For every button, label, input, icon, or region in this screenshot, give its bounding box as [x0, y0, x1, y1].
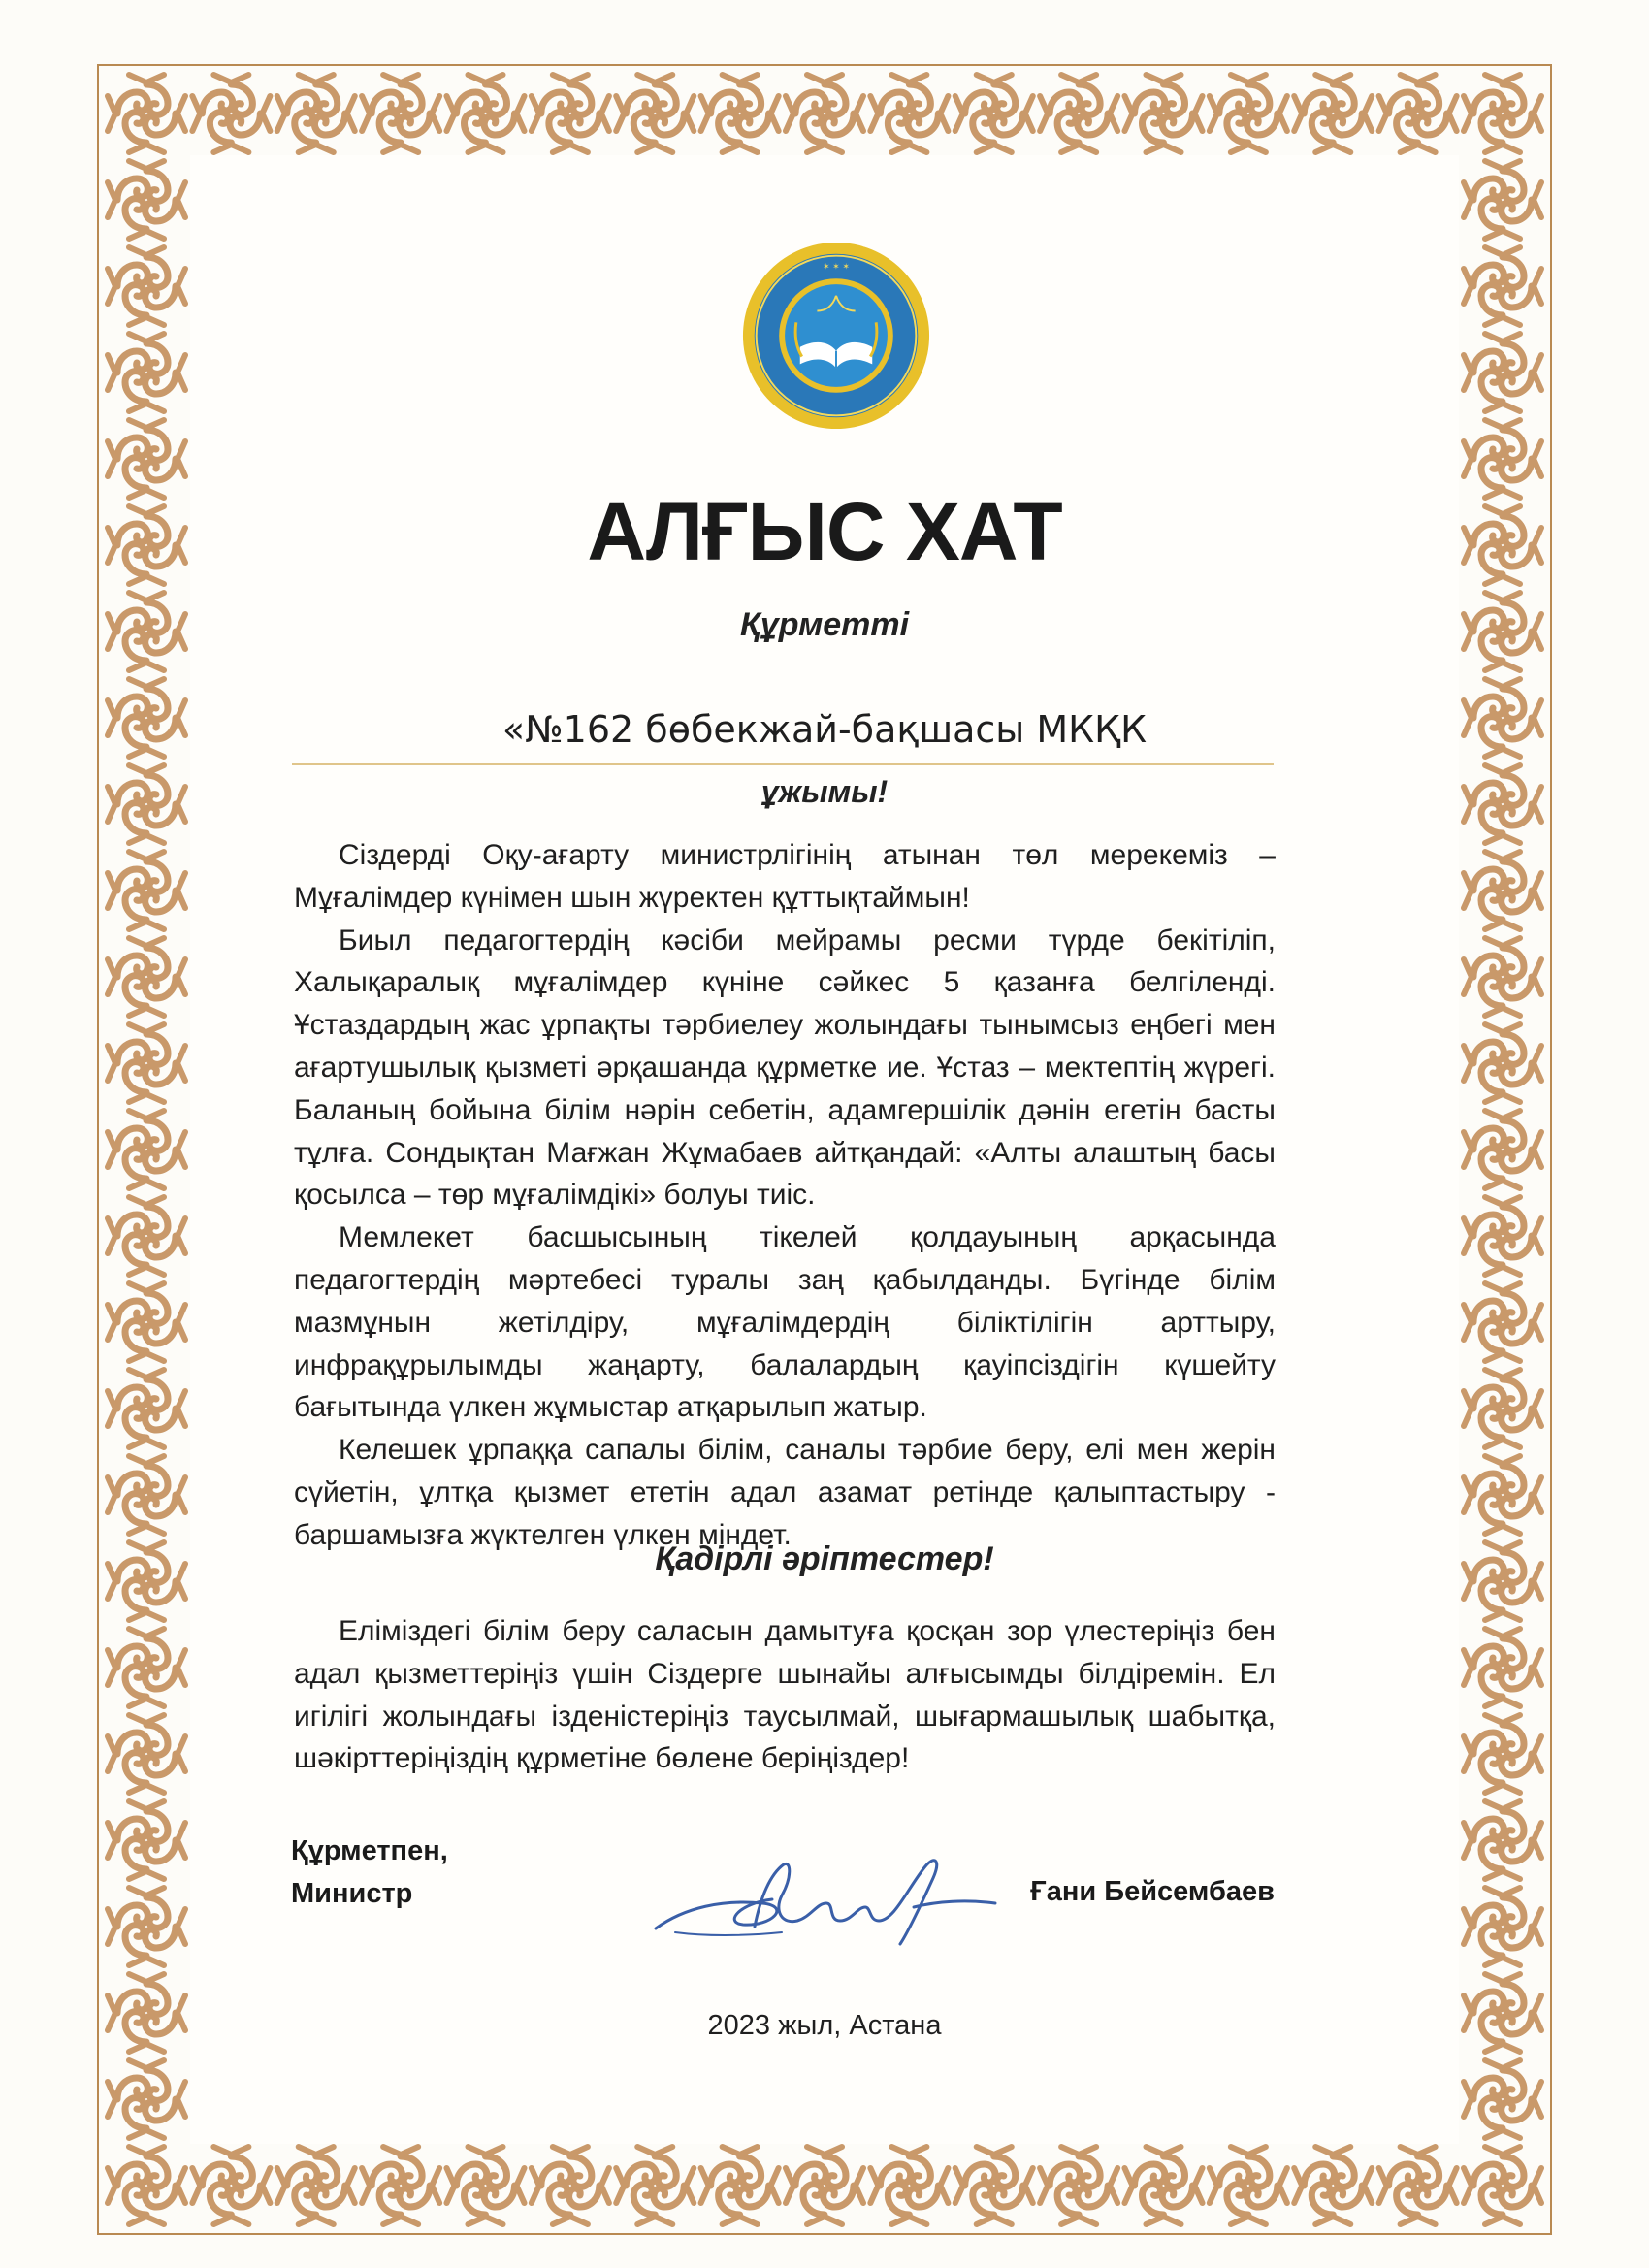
ornament-motif	[108, 247, 185, 325]
body-paragraph: Сіздерді Оқу-ағарту министрлігінің атынан төл мерекеміз – Мұғалімдер күнімен шын жүректен құттықтаймын!	[294, 839, 1276, 914]
ornament-motif	[955, 2147, 1033, 2224]
ornament-motif	[108, 334, 185, 411]
ornament-motif	[1125, 2147, 1203, 2224]
body-paragraph: Мемлекет басшысының тікелей қолдауының арқасында педагогтердің мәртебесі туралы заң қабылданды. Бүгінде білім мазмұнын жетілдіру, мұғалімдердің біліктілігін арттыру, инфрақұрылымды жаңарту, балалардың қауіпсіздігін күшейту бағытында үлкен жұмыстар атқарылып жатыр.	[294, 1221, 1276, 1424]
ornament-motif	[1464, 852, 1541, 929]
ornament-motif	[701, 75, 779, 152]
ornament-motif	[192, 75, 270, 152]
ornament-motif	[108, 765, 185, 843]
ornament-motif	[1379, 2147, 1457, 2224]
ornament-motif	[1464, 1629, 1541, 1706]
ornament-motif	[1464, 1715, 1541, 1793]
ornament-motif	[1464, 679, 1541, 757]
ornament-motif	[108, 938, 185, 1016]
ornament-motif	[108, 2060, 185, 2138]
ornament-motif	[192, 2147, 270, 2224]
ornament-motif	[1379, 75, 1457, 152]
ornament-motif	[1294, 75, 1372, 152]
body-paragraph: Еліміздегі білім беру саласын дамытуға қосқан зор үлестеріңіз бен адал қызметтеріңіз үшін Сіздерге шынайы алғысымды білдіремін. Ел игілігі жолындағы ізденістеріңіз таусылмай, шығармашылық шабытқа, шәкірттеріңіздің құрметіне бөлене беріңіздер!	[294, 1615, 1276, 1775]
ornament-motif	[1464, 1974, 1541, 2052]
ornament-motif	[108, 1456, 185, 1534]
ornament-motif	[108, 1111, 185, 1188]
ornament-motif	[1464, 334, 1541, 411]
ornament-motif	[108, 1542, 185, 1620]
ornament-motif	[1464, 1197, 1541, 1275]
ministry-emblem	[741, 241, 931, 431]
recipient-collective: ұжымы!	[760, 774, 889, 809]
ornament-motif	[1464, 1456, 1541, 1534]
signer-name: Ғани Бейсембаев	[1030, 1876, 1275, 1907]
document-title: АЛҒЫС ХАТ	[587, 486, 1062, 577]
ornament-motif	[1210, 75, 1287, 152]
ornament-motif	[532, 75, 609, 152]
ornament-motif	[1040, 2147, 1117, 2224]
ornament-motif	[108, 506, 185, 584]
handwritten-signature	[646, 1839, 1005, 1956]
ornament-motif	[108, 1801, 185, 1879]
ornament-motif	[277, 75, 355, 152]
ornament-motif	[1040, 75, 1117, 152]
emblem-ring-text: ✶ ✶ ✶	[823, 262, 850, 273]
signer-position: Министр	[291, 1878, 413, 1909]
ornament-motif	[108, 1715, 185, 1793]
ornament-motif	[447, 75, 525, 152]
ornament-motif	[108, 420, 185, 498]
ornament-motif	[955, 75, 1033, 152]
ornament-motif	[108, 75, 185, 152]
ornament-motif	[108, 1974, 185, 2052]
ornament-motif	[108, 1370, 185, 1447]
ornament-motif	[447, 2147, 525, 2224]
ornament-motif	[108, 593, 185, 670]
ornament-motif	[701, 2147, 779, 2224]
ornament-motif	[1464, 161, 1541, 239]
ornament-motif	[1464, 1370, 1541, 1447]
ornament-motif	[786, 75, 863, 152]
ornament-motif	[108, 852, 185, 929]
ornament-motif	[108, 1629, 185, 1706]
ornament-motif	[108, 1197, 185, 1275]
greeting: Құрметті	[739, 606, 910, 643]
ornament-motif	[1464, 1283, 1541, 1361]
ornament-motif	[1464, 765, 1541, 843]
recipient-name: «№162 бөбекжай-бақшасы МКҚК	[501, 708, 1148, 751]
ornament-motif	[616, 75, 694, 152]
ornament-motif	[108, 679, 185, 757]
subheading: Қадірлі әріптестер!	[655, 1540, 994, 1577]
ornament-motif	[870, 2147, 948, 2224]
ornament-motif	[1464, 593, 1541, 670]
ornament-motif	[108, 161, 185, 239]
ornament-motif	[786, 2147, 863, 2224]
ornament-motif	[1464, 75, 1541, 152]
body-paragraph: Келешек ұрпаққа сапалы білім, саналы тәрбие беру, елі мен жерін сүйетін, ұлтқа қызмет ететін адал азамат ретінде қалыптастыру - баршамызға жүктелген үлкен міндет.	[294, 1434, 1276, 1551]
body-paragraph: Биыл педагогтердің кәсіби мейрамы ресми түрде бекітіліп, Халықаралық мұғалімдер күніне сәйкес 5 қазанға белгіленді. Ұстаздардың жас ұрпақты тәрбиелеу жолындағы тынымсыз еңбегі мен ағартушылық қызметі әрқашанда құрметке ие. Ұстаз – мектептің жүрегі. Баланың бойына білім нәрін себетін, адамгершілік дәнін егетін басты тұлға. Сондықтан Мағжан Жұмабаев айтқандай: «Алты алаштың басы қосылса – төр мұғалімдікі» болуы тиіс.	[294, 923, 1276, 1212]
ornament-motif	[108, 1888, 185, 1965]
certificate-content	[190, 155, 1459, 2144]
ornament-motif	[1464, 420, 1541, 498]
ornament-motif	[108, 1024, 185, 1102]
ornament-motif	[1464, 506, 1541, 584]
ornament-motif	[108, 2147, 185, 2224]
letter-body	[294, 834, 1276, 1557]
ornament-motif	[532, 2147, 609, 2224]
ornament-motif	[1464, 1542, 1541, 1620]
ornament-motif	[1464, 247, 1541, 325]
ornament-motif	[362, 2147, 439, 2224]
ornament-motif	[1464, 1024, 1541, 1102]
ornament-motif	[108, 1283, 185, 1361]
ornament-motif	[277, 2147, 355, 2224]
ornament-motif	[616, 2147, 694, 2224]
ornament-motif	[1464, 938, 1541, 1016]
ornament-motif	[1464, 1888, 1541, 1965]
date-place: 2023 жыл, Астана	[707, 2010, 942, 2041]
closing-block	[291, 1830, 448, 1915]
letter-body-closing	[294, 1610, 1276, 1780]
ornament-motif	[1210, 2147, 1287, 2224]
ornament-motif	[1294, 2147, 1372, 2224]
ornament-motif	[870, 75, 948, 152]
ornament-motif	[362, 75, 439, 152]
closing-salutation: Құрметпен,	[291, 1835, 448, 1866]
ornament-motif	[1464, 2147, 1541, 2224]
ornament-motif	[1464, 1111, 1541, 1188]
recipient-underline	[292, 763, 1274, 765]
ornament-motif	[1464, 2060, 1541, 2138]
ornament-motif	[1464, 1801, 1541, 1879]
ornament-motif	[1125, 75, 1203, 152]
